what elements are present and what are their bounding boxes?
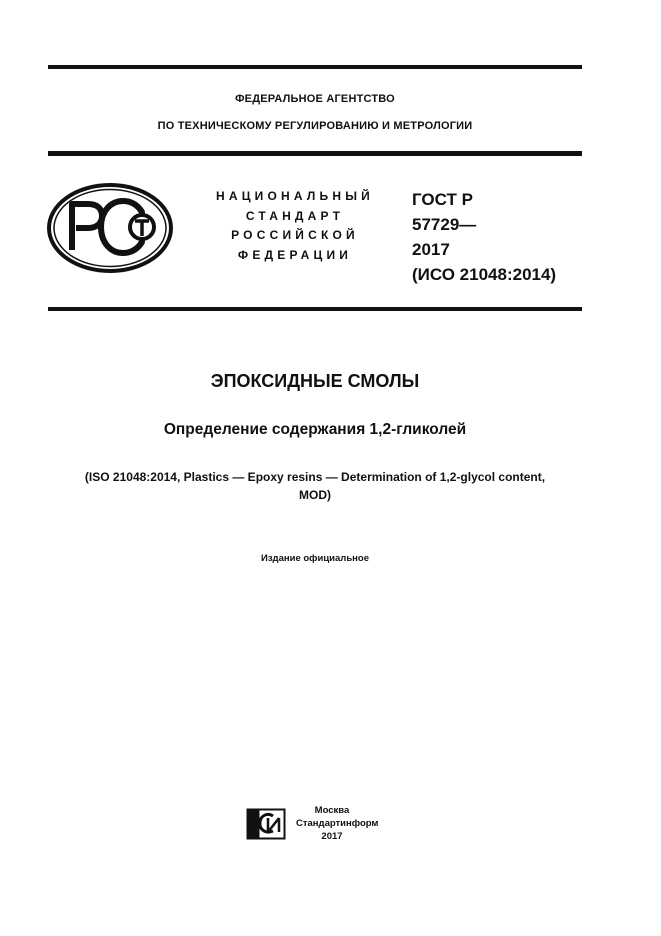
agency-name-line1: ФЕДЕРАЛЬНОЕ АГЕНТСТВО	[235, 93, 395, 105]
document-title: ЭПОКСИДНЫЕ СМОЛЫ	[210, 371, 420, 391]
national-standard-line: СТАНДАРТ	[245, 208, 345, 223]
publisher-city: Москва	[314, 805, 350, 816]
iso-reference-line2: MOD)	[299, 488, 331, 502]
bottom-rule	[48, 307, 582, 311]
national-standard-line: НАЦИОНАЛЬНЫЙ	[215, 189, 375, 203]
header-divider-rule	[48, 151, 582, 156]
national-standard-line: РОССИЙСКОЙ	[231, 228, 359, 242]
gost-designation	[412, 187, 556, 287]
top-rule	[48, 65, 582, 69]
iso-reference-line1: (ISO 21048:2014, Plastics — Epoxy resins — Determination of 1,2-glycol content,	[84, 470, 546, 484]
publisher-block	[296, 804, 379, 843]
agency-name-line2: ПО ТЕХНИЧЕСКОМУ РЕГУЛИРОВАНИЮ И МЕТРОЛОГИИ	[157, 120, 473, 132]
gost-line4: (ИСО 21048:2014)	[412, 265, 557, 284]
iso-reference	[40, 468, 590, 504]
national-standard-line: ФЕДЕРАЦИИ	[237, 247, 353, 262]
standartinform-logo-icon	[246, 808, 286, 840]
publisher-name: Стандартинформ	[296, 818, 379, 829]
gost-line1: ГОСТ Р	[412, 190, 473, 209]
national-standard-caption	[205, 187, 385, 265]
gost-line3: 2017	[412, 240, 450, 259]
rst-certification-mark-icon	[46, 182, 174, 274]
document-subtitle: Определение содержания 1,2-гликолей	[163, 421, 467, 438]
edition-label: Издание официальное	[261, 553, 369, 564]
gost-line2: 57729—	[412, 215, 477, 234]
publisher-year: 2017	[321, 831, 343, 842]
